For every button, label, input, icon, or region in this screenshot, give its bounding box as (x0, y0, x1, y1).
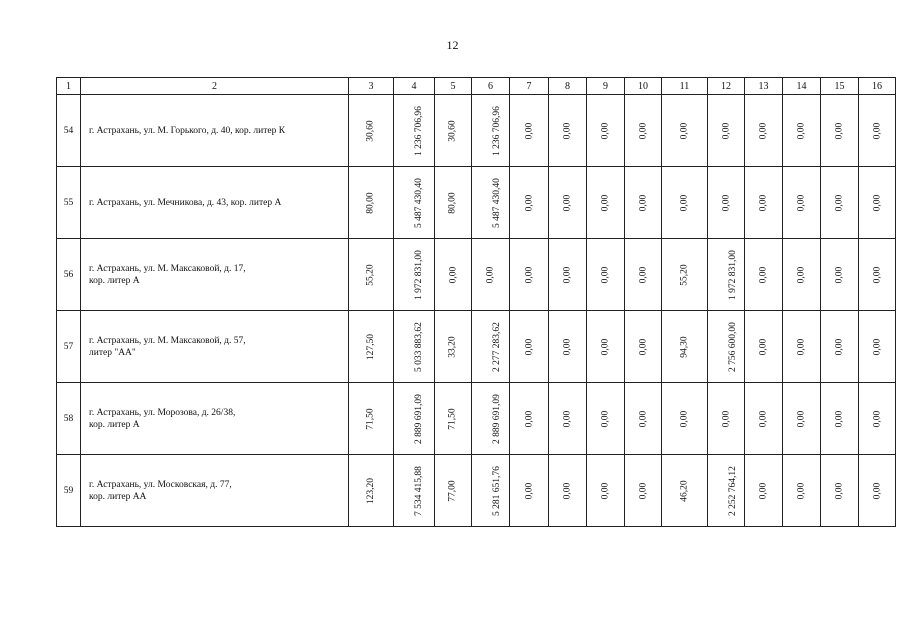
cell-value: 127,50 (366, 333, 376, 360)
value-cell (745, 167, 783, 239)
cell-value: 0,00 (638, 482, 648, 499)
cell-value: 0,00 (600, 338, 611, 355)
value-cell (349, 95, 394, 167)
value-cell (708, 95, 745, 167)
value-cell (821, 239, 859, 311)
value-cell (821, 455, 859, 527)
value-cell (859, 311, 896, 383)
value-cell (587, 167, 625, 239)
value-cell (859, 239, 896, 311)
cell-value: 2 252 764,12 (727, 465, 738, 516)
column-header: 14 (783, 78, 821, 95)
value-cell (745, 311, 783, 383)
cell-value: 0,00 (758, 122, 769, 139)
column-header: 12 (708, 78, 745, 95)
row-number: 59 (57, 455, 81, 527)
value-cell (435, 311, 472, 383)
row-number: 54 (57, 95, 81, 167)
cell-value: 0,00 (834, 266, 845, 283)
address-cell: г. Астрахань, ул. М. Горького, д. 40, кор. литер К (81, 95, 349, 167)
value-cell (472, 95, 510, 167)
row-number: 57 (57, 311, 81, 383)
value-cell (549, 239, 587, 311)
table-row (57, 95, 896, 167)
cell-value: 80,00 (366, 191, 376, 214)
cell-value: 123,20 (366, 477, 376, 504)
table-row (57, 167, 896, 239)
address-cell: г. Астрахань, ул. М. Максаковой, д. 17, кор. литер А (81, 239, 349, 311)
value-cell (349, 311, 394, 383)
cell-value: 0,00 (758, 338, 769, 355)
cell-value: 1 236 706,96 (413, 105, 424, 156)
value-cell (349, 167, 394, 239)
value-cell (587, 239, 625, 311)
value-cell (745, 239, 783, 311)
value-cell (783, 383, 821, 455)
cell-value: 0,00 (679, 194, 690, 211)
table-row (57, 383, 896, 455)
column-header: 15 (821, 78, 859, 95)
cell-value: 2 889 691,09 (491, 393, 502, 444)
cell-value: 0,00 (524, 266, 534, 283)
cell-value: 71,50 (366, 407, 376, 430)
value-cell (394, 383, 435, 455)
value-cell (435, 95, 472, 167)
value-cell (587, 455, 625, 527)
value-cell (708, 455, 745, 527)
value-cell (859, 167, 896, 239)
cell-value: 5 487 430,40 (413, 177, 424, 228)
value-cell (625, 167, 662, 239)
cell-value: 0,00 (638, 338, 648, 355)
column-header: 13 (745, 78, 783, 95)
column-header: 4 (394, 78, 435, 95)
value-cell (510, 239, 549, 311)
address-cell: г. Астрахань, ул. Мечникова, д. 43, кор. литер А (81, 167, 349, 239)
cell-value: 1 236 706,96 (491, 105, 502, 156)
cell-value: 0,00 (562, 266, 573, 283)
column-header: 16 (859, 78, 896, 95)
column-header: 7 (510, 78, 549, 95)
cell-value: 0,00 (758, 266, 769, 283)
value-cell (662, 95, 708, 167)
cell-value: 0,00 (562, 482, 573, 499)
value-cell (435, 455, 472, 527)
value-cell (783, 167, 821, 239)
cell-value: 0,00 (679, 410, 690, 427)
value-cell (708, 311, 745, 383)
cell-value: 5 487 430,40 (491, 177, 502, 228)
value-cell (783, 455, 821, 527)
value-cell (549, 455, 587, 527)
value-cell (349, 383, 394, 455)
value-cell (472, 239, 510, 311)
address-cell: г. Астрахань, ул. Морозова, д. 26/38, кор. литер А (81, 383, 349, 455)
column-header: 9 (587, 78, 625, 95)
cell-value: 2 889 691,09 (413, 393, 424, 444)
value-cell (394, 167, 435, 239)
column-header: 10 (625, 78, 662, 95)
cell-value: 2 277 283,62 (491, 321, 502, 372)
cell-value: 0,00 (562, 194, 573, 211)
cell-value: 0,00 (524, 410, 534, 427)
column-header: 5 (435, 78, 472, 95)
cell-value: 80,00 (448, 191, 458, 214)
value-cell (510, 455, 549, 527)
address-cell: г. Астрахань, ул. М. Максаковой, д. 57, литер "АА" (81, 311, 349, 383)
value-cell (394, 95, 435, 167)
value-cell (510, 383, 549, 455)
cell-value: 0,00 (562, 338, 573, 355)
cell-value: 0,00 (872, 266, 882, 283)
value-cell (625, 239, 662, 311)
value-cell (783, 311, 821, 383)
value-cell (745, 95, 783, 167)
cell-value: 0,00 (872, 194, 882, 211)
cell-value: 0,00 (485, 266, 496, 283)
table-row (57, 239, 896, 311)
value-cell (625, 383, 662, 455)
data-table (56, 77, 896, 527)
row-number: 58 (57, 383, 81, 455)
value-cell (821, 95, 859, 167)
value-cell (587, 95, 625, 167)
cell-value: 0,00 (638, 194, 648, 211)
value-cell (745, 383, 783, 455)
cell-value: 55,20 (679, 263, 690, 286)
cell-value: 33,20 (448, 335, 458, 358)
value-cell (510, 95, 549, 167)
value-cell (783, 239, 821, 311)
cell-value: 0,00 (448, 266, 458, 283)
value-cell (472, 167, 510, 239)
value-cell (394, 455, 435, 527)
value-cell (859, 95, 896, 167)
table-row (57, 455, 896, 527)
cell-value: 0,00 (600, 482, 611, 499)
cell-value: 0,00 (562, 410, 573, 427)
cell-value: 0,00 (872, 122, 882, 139)
cell-value: 71,50 (448, 407, 458, 430)
cell-value: 7 534 415,88 (413, 465, 424, 516)
cell-value: 0,00 (834, 410, 845, 427)
value-cell (625, 311, 662, 383)
value-cell (549, 95, 587, 167)
cell-value: 0,00 (834, 482, 845, 499)
value-cell (821, 383, 859, 455)
column-header: 6 (472, 78, 510, 95)
cell-value: 0,00 (721, 122, 731, 139)
cell-value: 2 756 600,00 (727, 321, 738, 372)
value-cell (662, 311, 708, 383)
cell-value: 0,00 (679, 122, 690, 139)
value-cell (783, 95, 821, 167)
cell-value: 0,00 (834, 122, 845, 139)
cell-value: 0,00 (796, 122, 807, 139)
cell-value: 0,00 (524, 482, 534, 499)
address-cell: г. Астрахань, ул. Московская, д. 77, кор. литер АА (81, 455, 349, 527)
value-cell (510, 311, 549, 383)
value-cell (662, 383, 708, 455)
cell-value: 0,00 (872, 410, 882, 427)
cell-value: 1 972 831,00 (413, 249, 424, 300)
value-cell (549, 383, 587, 455)
value-cell (587, 383, 625, 455)
row-number: 55 (57, 167, 81, 239)
cell-value: 0,00 (721, 194, 731, 211)
cell-value: 46,20 (679, 479, 690, 502)
value-cell (745, 455, 783, 527)
cell-value: 30,60 (366, 119, 376, 142)
value-cell (662, 239, 708, 311)
table-row (57, 311, 896, 383)
value-cell (625, 455, 662, 527)
cell-value: 0,00 (638, 410, 648, 427)
value-cell (394, 239, 435, 311)
value-cell (662, 167, 708, 239)
cell-value: 0,00 (600, 266, 611, 283)
cell-value: 0,00 (562, 122, 573, 139)
value-cell (472, 311, 510, 383)
cell-value: 0,00 (796, 266, 807, 283)
cell-value: 0,00 (638, 266, 648, 283)
column-header: 11 (662, 78, 708, 95)
header-row (57, 78, 896, 95)
page-number: 12 (446, 38, 459, 52)
value-cell (435, 167, 472, 239)
value-cell (708, 383, 745, 455)
value-cell (708, 167, 745, 239)
cell-value: 0,00 (834, 338, 845, 355)
value-cell (549, 167, 587, 239)
cell-value: 0,00 (758, 194, 769, 211)
cell-value: 0,00 (872, 338, 882, 355)
cell-value: 0,00 (524, 122, 534, 139)
cell-value: 0,00 (796, 482, 807, 499)
cell-value: 30,60 (448, 119, 458, 142)
cell-value: 0,00 (758, 482, 769, 499)
value-cell (662, 455, 708, 527)
cell-value: 0,00 (721, 410, 731, 427)
value-cell (394, 311, 435, 383)
value-cell (587, 311, 625, 383)
cell-value: 0,00 (796, 194, 807, 211)
value-cell (472, 383, 510, 455)
cell-value: 5 281 651,76 (491, 465, 502, 516)
value-cell (435, 383, 472, 455)
cell-value: 0,00 (638, 122, 648, 139)
cell-value: 5 033 883,62 (413, 321, 424, 372)
cell-value: 0,00 (524, 338, 534, 355)
cell-value: 1 972 831,00 (727, 249, 738, 300)
cell-value: 0,00 (600, 410, 611, 427)
cell-value: 0,00 (600, 194, 611, 211)
column-header: 1 (57, 78, 81, 95)
value-cell (821, 167, 859, 239)
value-cell (435, 239, 472, 311)
value-cell (349, 239, 394, 311)
column-header: 3 (349, 78, 394, 95)
cell-value: 55,20 (366, 263, 376, 286)
value-cell (349, 455, 394, 527)
row-number: 56 (57, 239, 81, 311)
value-cell (708, 239, 745, 311)
value-cell (472, 455, 510, 527)
cell-value: 0,00 (834, 194, 845, 211)
cell-value: 94,30 (679, 335, 690, 358)
value-cell (859, 455, 896, 527)
value-cell (821, 311, 859, 383)
column-header: 8 (549, 78, 587, 95)
cell-value: 0,00 (796, 410, 807, 427)
cell-value: 77,00 (448, 479, 458, 502)
cell-value: 0,00 (872, 482, 882, 499)
cell-value: 0,00 (600, 122, 611, 139)
column-header: 2 (81, 78, 349, 95)
value-cell (549, 311, 587, 383)
value-cell (510, 167, 549, 239)
cell-value: 0,00 (796, 338, 807, 355)
cell-value: 0,00 (524, 194, 534, 211)
cell-value: 0,00 (758, 410, 769, 427)
value-cell (625, 95, 662, 167)
value-cell (859, 383, 896, 455)
